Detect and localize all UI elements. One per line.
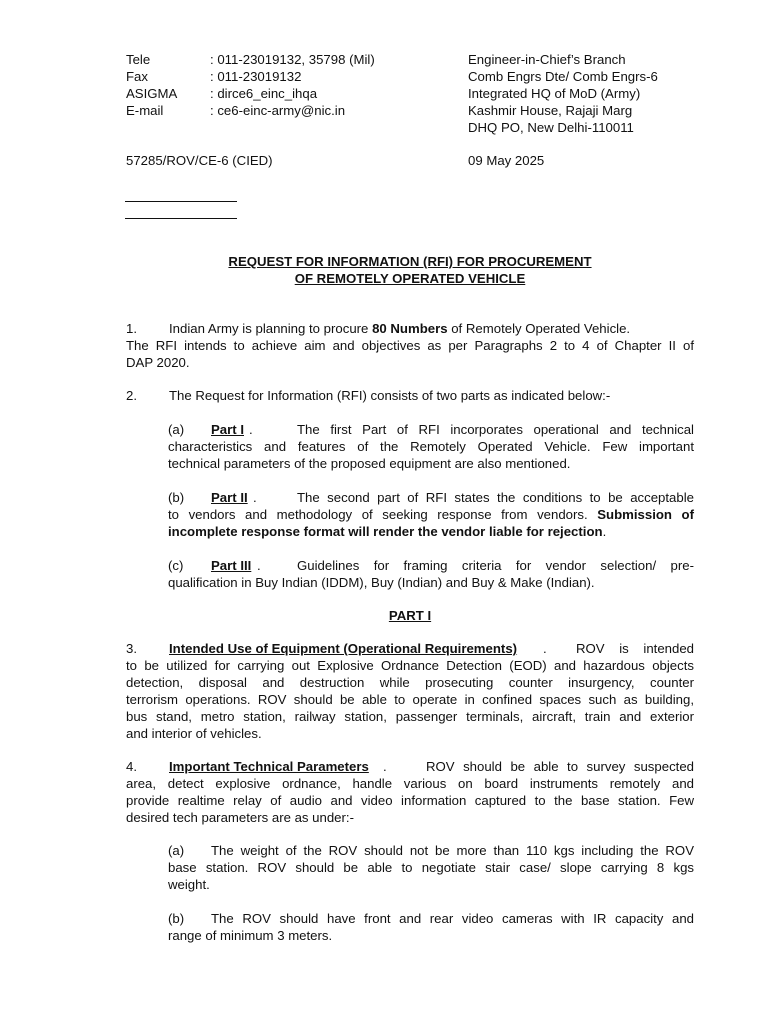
- para-4b-line-1: The ROV should have front and rear video cameras with IR capacity and: [211, 911, 694, 926]
- para-2a-line-3: technical parameters of the proposed equipment are also mentioned.: [168, 456, 571, 471]
- para-1-line-2: The RFI intends to achieve aim and objectives as per Paragraphs 2 to 4 of Chapter II of: [126, 338, 694, 353]
- para-2b-period: .: [253, 490, 257, 505]
- contact-label-email: E-mail: [126, 103, 164, 118]
- para-3-line: to be utilized for carrying out Explosive Ordnance Detection (EOD) and hazardous objects: [126, 658, 694, 673]
- para-2a-line-2: characteristics and features of the Remotely Operated Vehicle. Few important: [168, 439, 694, 454]
- para-2b-line-2: to vendors and methodology of seeking response from vendors. Submission of: [168, 507, 694, 522]
- contact-value-fax: : 011-23019132: [210, 69, 302, 84]
- para-2a-heading: Part I: [211, 422, 244, 437]
- para-2-text: The Request for Information (RFI) consists of two parts as indicated below:-: [169, 388, 611, 403]
- para-2c-heading: Part III: [211, 558, 252, 573]
- para-3-line: detection, disposal and destruction while prosecuting counter insurgency, counter: [126, 675, 694, 690]
- para-2c-line-2: qualification in Buy Indian (IDDM), Buy (Indian) and Buy & Make (Indian).: [168, 575, 595, 590]
- para-3-line: and interior of vehicles.: [126, 726, 262, 741]
- para-4-line: area, detect explosive ordnance, handle various on board instruments remotely and: [126, 776, 694, 791]
- para-3-number: 3.: [126, 641, 137, 656]
- address-line: Integrated HQ of MoD (Army): [468, 86, 641, 101]
- para-4a-marker: (a): [168, 843, 185, 858]
- contact-label-fax: Fax: [126, 69, 148, 84]
- letter-date: 09 May 2025: [468, 153, 545, 168]
- para-2b-line-3: incomplete response format will render the vendor liable for rejection.: [168, 524, 607, 539]
- contact-label-asigma: ASIGMA: [126, 86, 178, 101]
- part-1-heading: PART I: [388, 608, 432, 623]
- para-4a-line-3: weight.: [168, 877, 210, 892]
- para-3-heading: Intended Use of Equipment (Operational Requirements): [169, 641, 518, 656]
- para-2-number: 2.: [126, 388, 137, 403]
- address-line: Kashmir House, Rajaji Marg: [468, 103, 633, 118]
- para-2c-marker: (c): [168, 558, 184, 573]
- para-4-line: provide realtime relay of audio and video information captured to the base station. Few: [126, 793, 694, 808]
- para-2b-line-1: The second part of RFI states the conditions to be acceptable: [297, 490, 694, 505]
- para-2a-line-1: The first Part of RFI incorporates operational and technical: [297, 422, 694, 437]
- para-4b-marker: (b): [168, 911, 185, 926]
- addressee-blank-line-1: [125, 201, 237, 202]
- contact-value-email: : ce6-einc-army@nic.in: [210, 103, 346, 118]
- address-line: DHQ PO, New Delhi-110011: [468, 120, 634, 135]
- para-3-line: bus stand, metro station, railway station, passenger terminals, aircraft, train and exterior: [126, 709, 694, 724]
- para-2a-marker: (a): [168, 422, 185, 437]
- para-4a-line-2: base station. ROV should be able to negotiate stair case/ slope carrying 8 kgs: [168, 860, 694, 875]
- para-3-line: terrorism operations. ROV should be able to operate in confined spaces such as building,: [126, 692, 694, 707]
- para-2b-heading: Part II: [211, 490, 248, 505]
- para-4-line-1-tail: ROV should be able to survey suspected: [426, 759, 694, 774]
- para-4-line: desired tech parameters are as under:-: [126, 810, 354, 825]
- addressee-blank-line-2: [125, 218, 237, 219]
- para-4-heading: Important Technical Parameters: [169, 759, 369, 774]
- para-1-number: 1.: [126, 321, 137, 336]
- para-1-line-1: Indian Army is planning to procure 80 Numbers of Remotely Operated Vehicle.: [169, 321, 631, 336]
- contact-label-tele: Tele: [126, 52, 151, 67]
- para-4b-line-2: range of minimum 3 meters.: [168, 928, 333, 943]
- contact-value-asigma: : dirce6_einc_ihqa: [210, 86, 318, 101]
- para-2a-period: .: [249, 422, 253, 437]
- document-title-line-2: OF REMOTELY OPERATED VEHICLE: [294, 271, 526, 286]
- para-2c-line-1: Guidelines for framing criteria for vendor selection/ pre-: [297, 558, 694, 573]
- para-1-line-3: DAP 2020.: [126, 355, 190, 370]
- address-line: Comb Engrs Dte/ Comb Engrs-6: [468, 69, 658, 84]
- para-3-heading-period: .: [543, 641, 547, 656]
- para-3-line-1-tail: ROV is intended: [576, 641, 694, 656]
- para-4-number: 4.: [126, 759, 137, 774]
- para-4a-line-1: The weight of the ROV should not be more than 110 kgs including the ROV: [211, 843, 694, 858]
- para-2b-marker: (b): [168, 490, 185, 505]
- para-4-heading-period: .: [383, 759, 387, 774]
- para-2c-period: .: [257, 558, 261, 573]
- reference-number: 57285/ROV/CE-6 (CIED): [126, 153, 273, 168]
- contact-value-tele: : 011-23019132, 35798 (Mil): [210, 52, 375, 67]
- document-title-line-1: REQUEST FOR INFORMATION (RFI) FOR PROCUREMENT: [228, 254, 592, 269]
- address-line: Engineer-in-Chief’s Branch: [468, 52, 626, 67]
